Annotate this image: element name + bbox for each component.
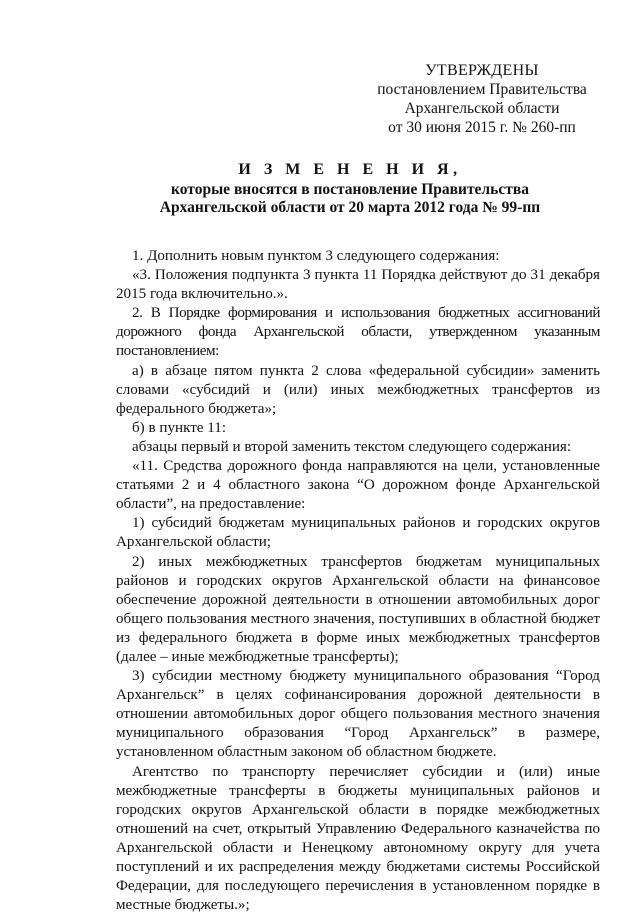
paragraph-1: 1. Дополнить новым пунктом 3 следующего содержания: [132,248,500,264]
paragraph-7: «11. Средства дорожного фонда направляются на цели, установленные статьями 2 и 4 областного закона “О дорожном фонде Архангельской области”, на предоставление: [116,458,600,513]
title-line-1: которые вносятся в постановление Правительства [171,180,529,198]
paragraph-8: 1) субсидий бюджетам муниципальных районов и городских округов Архангельской области; [116,515,600,551]
approval-line-3: от 30 июня 2015 г. № 260-пп [388,119,576,136]
paragraph-4: а) в абзаце пятом пункта 2 слова «федеральной субсидии» заменить словами «субсидий и (или) иных межбюджетных трансфертов из федерального бюджета»; [116,362,600,417]
paragraph-3: 2. В Порядке формирования и использования бюджетных ассигнований дорожного фонда Архангельской области, утвержденном указанным постановлением: [116,305,600,360]
paragraph-2: «3. Положения подпункта 3 пункта 11 Порядка действуют до 31 декабря 2015 года включительно.». [116,267,600,303]
document-title [100,161,600,218]
approval-stamp [366,61,598,137]
approval-heading: УТВЕРЖДЕНЫ [425,62,539,79]
title-line-2: Архангельской области от 20 марта 2012 года № 99-пп [159,199,541,216]
document-body [116,247,600,915]
paragraph-5: б) в пункте 11: [132,419,227,436]
paragraph-11: Агентство по транспорту перечисляет субсидии и (или) иные межбюджетные трансферты в бюджеты муниципальных районов и городских округов Архангельской области в порядке межбюджетных отношений на счет, открытый Управлению Федерального казначейства по Архангельской области и Ненецкому автономному округу для учета поступлений и их распределения между бюджетами системы Российской Федерации, для последующего перечисления в установленном порядке в местные бюджеты.»; [116,763,600,914]
approval-line-1: постановлением Правительства [377,81,587,98]
paragraph-9: 2) иных межбюджетных трансфертов бюджетам муниципальных районов и городских округов Архангельской области на финансовое обеспечение дорожной деятельности в отношении автомобильных дорог общего пользования местного значения, поступивших в областной бюджет из федерального бюджета в форме иных межбюджетных трансфертов (далее – иные межбюджетные трансферты); [116,553,600,665]
title-main: И З М Е Н Е Н И Я, [238,161,462,178]
approval-line-2: Архангельской области [404,100,560,117]
paragraph-6: абзацы первый и второй заменить текстом следующего содержания: [132,438,572,455]
paragraph-10: 3) субсидии местному бюджету муниципального образования “Город Архангельск” в целях софинансирования дорожной деятельности в отношении автомобильных дорог общего пользования местного значения муниципального образования “Город Архангельск” в размере, установленном областным законом об областном бюджете. [116,668,600,761]
